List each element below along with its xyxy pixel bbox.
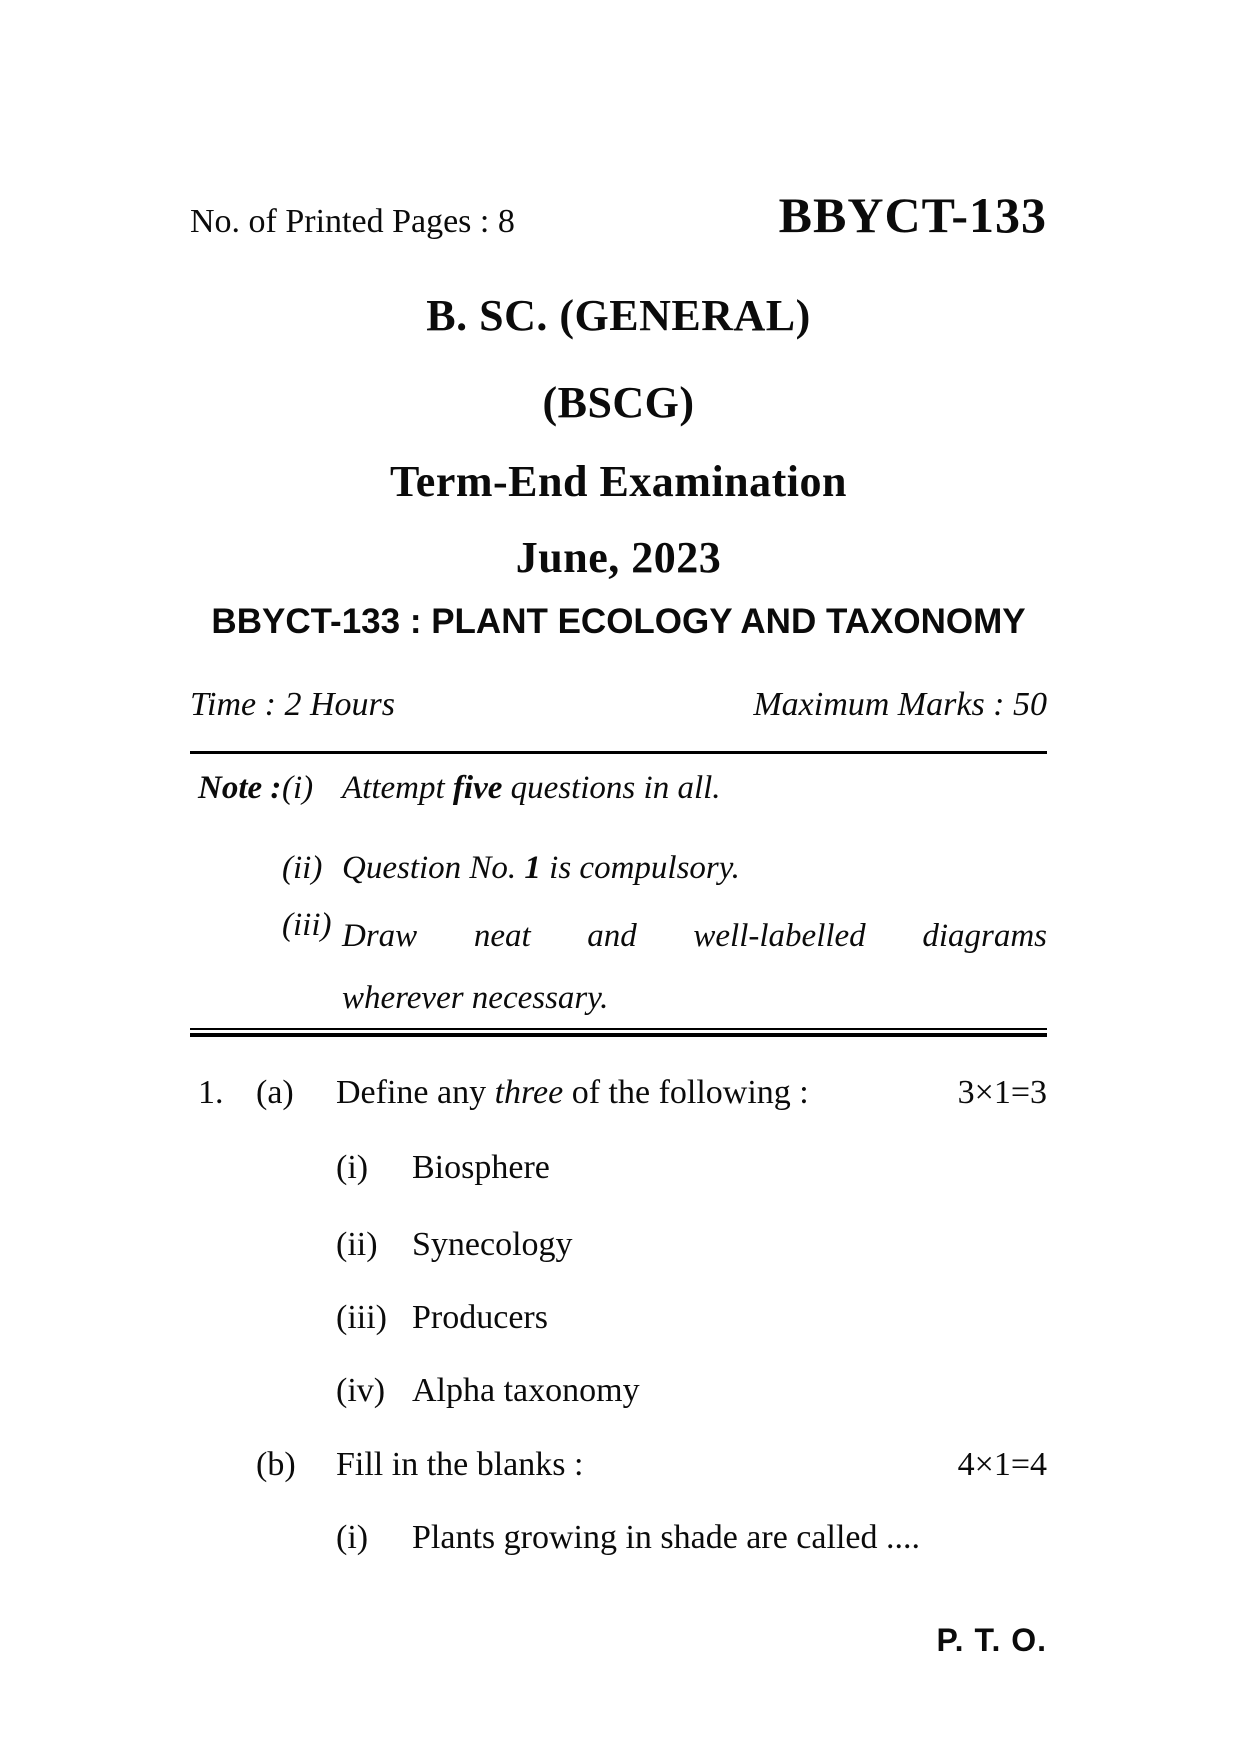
note-item-3-line1: Draw neat and well-labelled diagrams (342, 918, 1047, 954)
part-a-item-2-number: (ii) (336, 1226, 378, 1263)
question-1a-row (190, 1072, 1047, 1114)
note-item-2 (190, 848, 1047, 888)
exam-session: June, 2023 (515, 533, 722, 582)
printed-pages-label: No. of Printed Pages : 8 (190, 203, 515, 240)
note-item-2-number: (ii) (282, 850, 323, 886)
note-item-3 (190, 905, 1047, 1029)
part-b-item-1-text: Plants growing in shade are called .... (412, 1519, 920, 1556)
program-abbreviation: (BSCG) (542, 378, 695, 427)
note-item-2-text (342, 848, 1047, 888)
part-a-italic: three (494, 1074, 564, 1111)
page-header (190, 186, 1047, 244)
part-a-item-1 (190, 1147, 1047, 1189)
part-b-label: (b) (256, 1446, 296, 1483)
note-item-1 (190, 768, 1047, 808)
subject-line: BBYCT-133 : PLANT ECOLOGY AND TAXONOMY (211, 602, 1026, 641)
part-b-item-1 (190, 1517, 1047, 1559)
part-a-item-3-text: Producers (412, 1299, 548, 1336)
double-horizontal-rule (190, 1028, 1047, 1037)
time-marks-row (190, 684, 1047, 726)
note-item-1-text (342, 768, 1047, 808)
part-b-marks: 4×1=4 (957, 1446, 1047, 1483)
page-content (190, 0, 1047, 1754)
note-label: Note : (198, 770, 282, 806)
maximum-marks-label: Maximum Marks : 50 (753, 686, 1047, 723)
question-1b-row (190, 1444, 1047, 1486)
horizontal-rule (190, 751, 1047, 754)
part-a-item-4-text: Alpha taxonomy (412, 1372, 640, 1409)
question-1-number: 1. (198, 1074, 224, 1111)
part-a-post: of the following : (563, 1074, 809, 1111)
note-item-1-bold: five (452, 770, 503, 806)
time-allowed-label: Time : 2 Hours (190, 686, 395, 723)
part-a-marks: 3×1=3 (957, 1074, 1047, 1111)
part-a-item-1-number: (i) (336, 1149, 369, 1186)
note-item-3-text (342, 905, 1047, 1029)
part-b-text: Fill in the blanks : (336, 1446, 584, 1483)
note-item-1-post: questions in all. (502, 770, 721, 806)
part-a-item-3 (190, 1297, 1047, 1339)
part-a-item-2-text: Synecology (412, 1226, 573, 1263)
note-item-3-line2: wherever necessary. (342, 980, 609, 1016)
note-item-2-post: is compulsory. (540, 850, 740, 886)
part-a-pre: Define any (336, 1074, 495, 1111)
note-item-1-pre: Attempt (342, 770, 453, 806)
part-b-item-1-number: (i) (336, 1519, 369, 1556)
part-a-item-4-number: (iv) (336, 1372, 386, 1409)
part-a-item-3-number: (iii) (336, 1299, 387, 1336)
part-a-item-4 (190, 1370, 1047, 1412)
note-item-2-pre: Question No. (342, 850, 525, 886)
part-a-item-2 (190, 1224, 1047, 1266)
note-item-1-number: (i) (282, 770, 314, 806)
part-a-item-1-text: Biosphere (412, 1149, 550, 1186)
part-a-text (336, 1072, 927, 1114)
note-item-3-number: (iii) (282, 907, 332, 943)
degree-title: B. SC. (GENERAL) (426, 291, 811, 340)
note-item-2-bold: 1 (524, 850, 541, 886)
part-a-label: (a) (256, 1074, 294, 1111)
exam-title: Term-End Examination (389, 457, 847, 506)
pto-label: P. T. O. (936, 1622, 1047, 1658)
paper-code: BBYCT-133 (778, 187, 1047, 243)
